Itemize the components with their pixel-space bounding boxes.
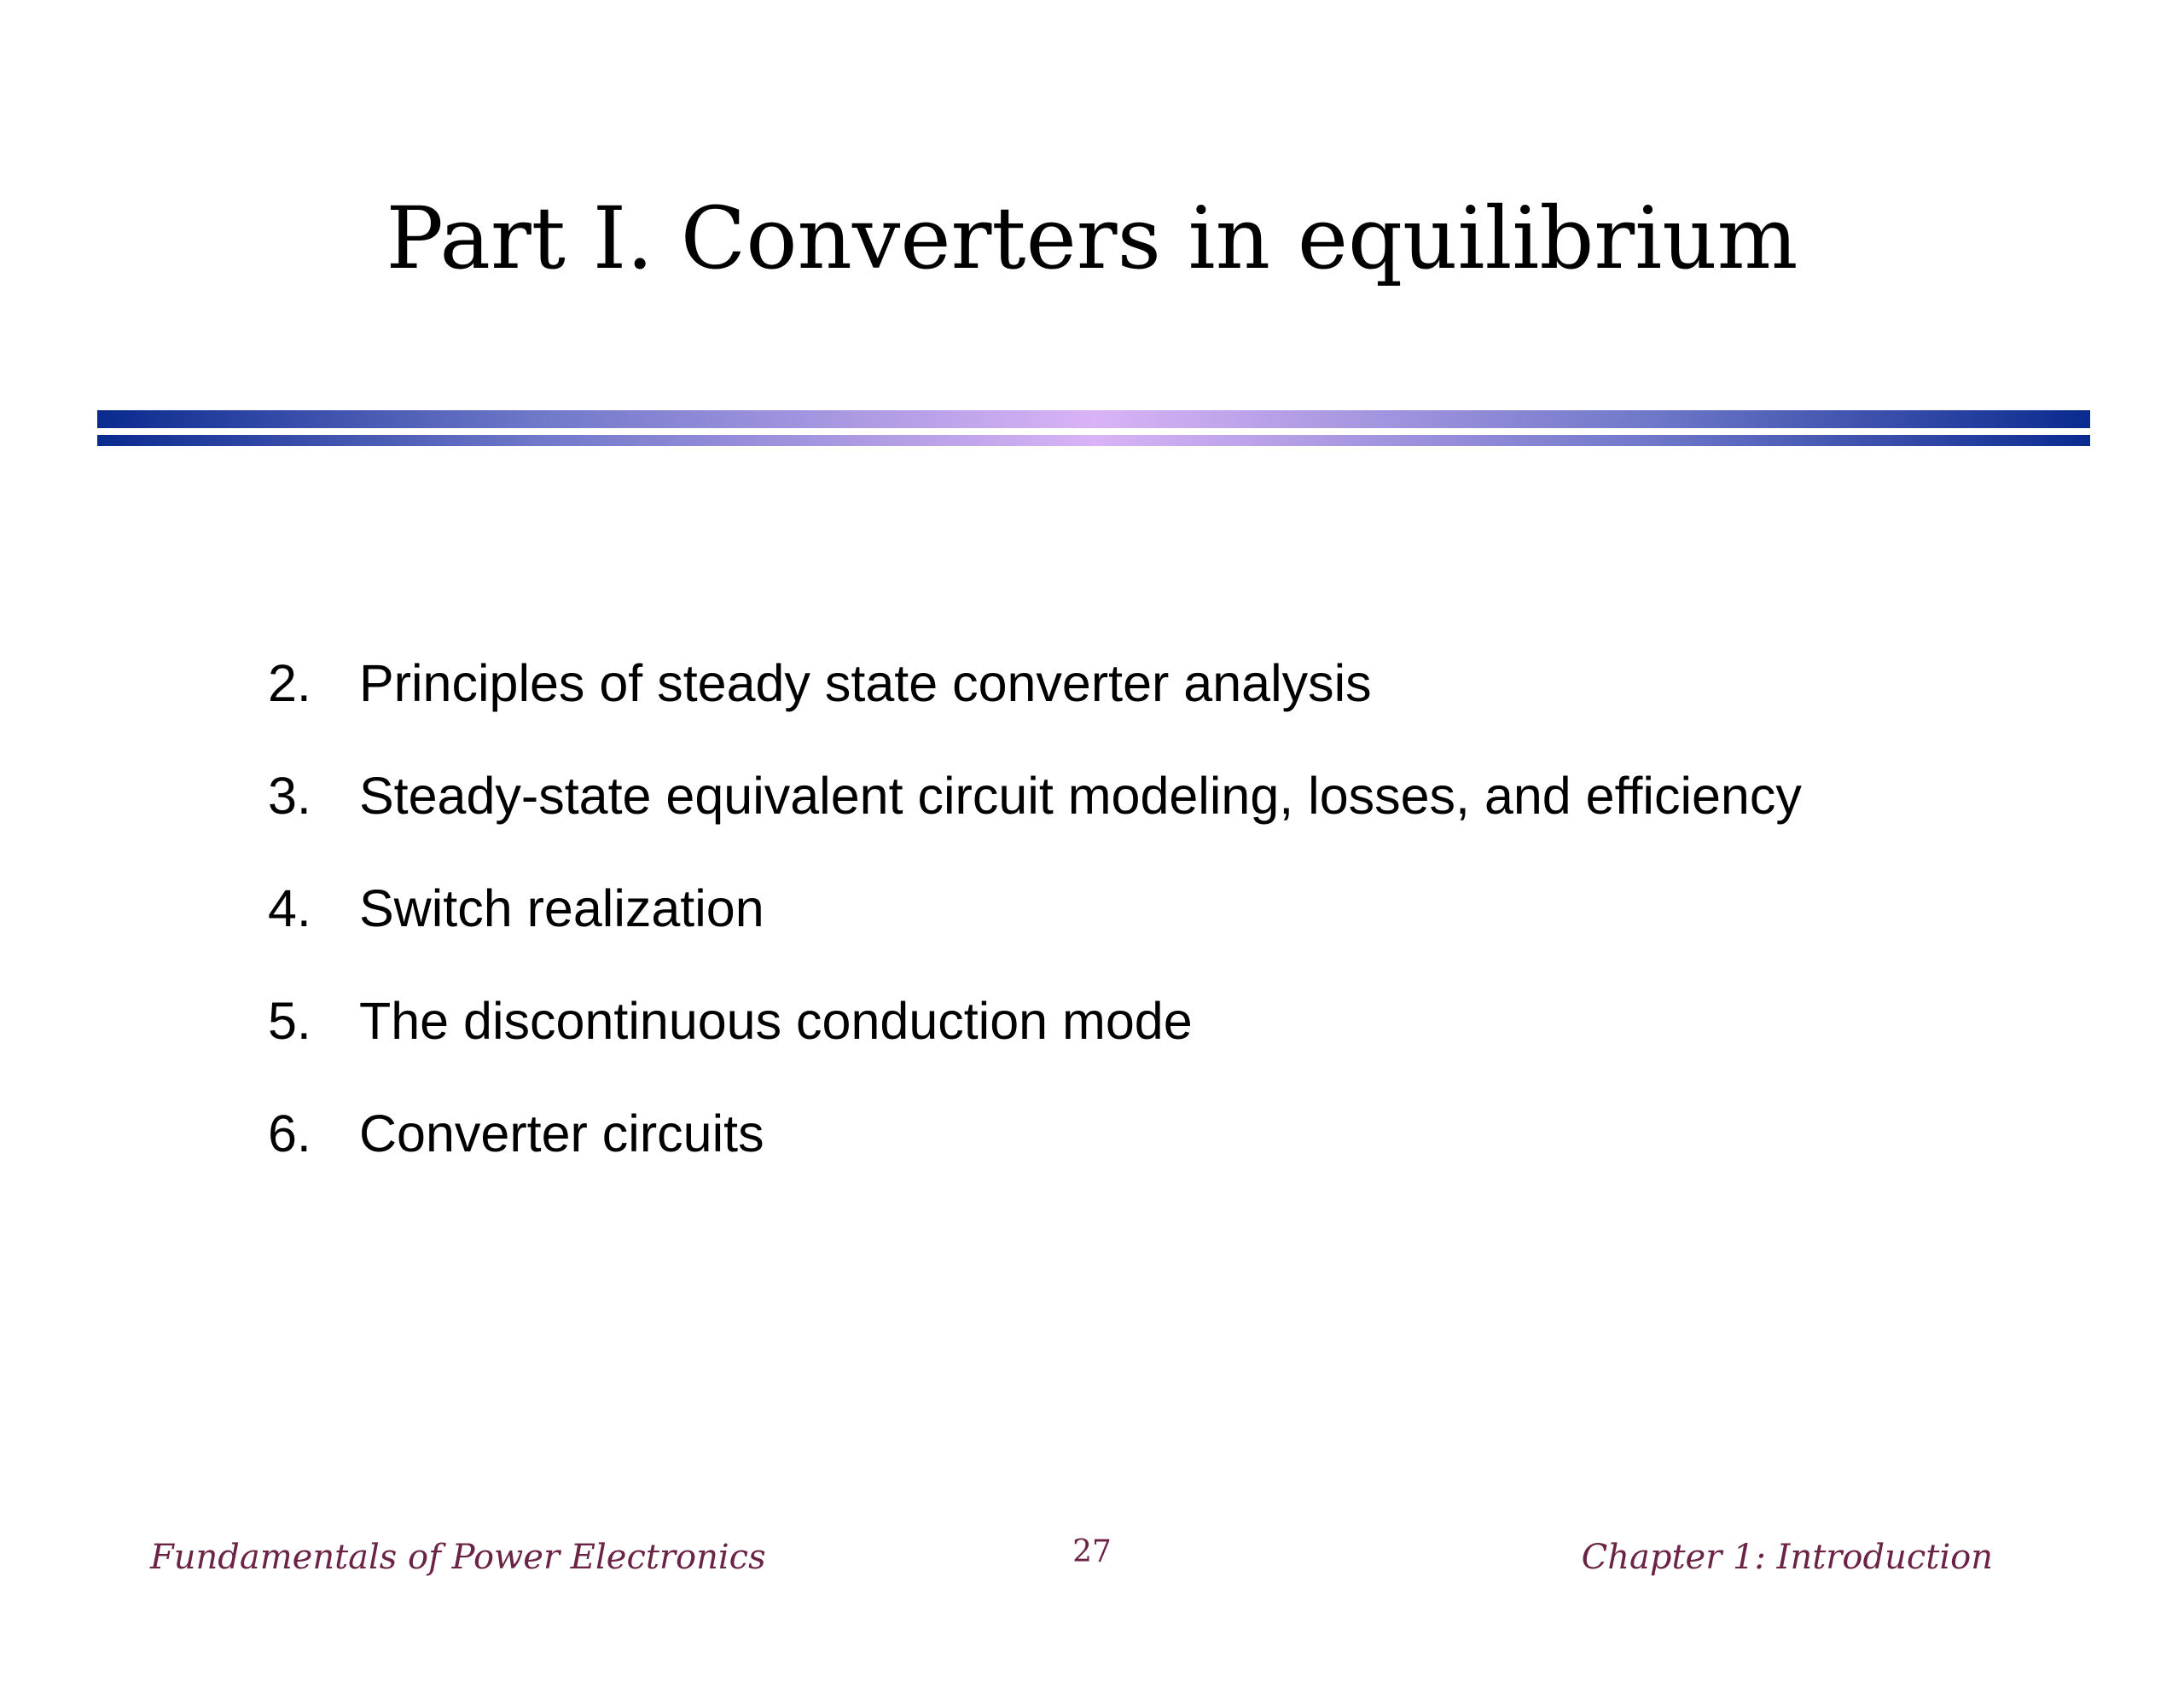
- title-rule-top: [97, 410, 2090, 428]
- list-item-number: 2.: [268, 654, 311, 712]
- list-item-number: 3.: [268, 767, 311, 825]
- list-item-number: 5.: [268, 992, 311, 1050]
- slide-title: Part I. Converters in equilibrium: [386, 188, 1798, 288]
- title-rule-bottom: [97, 435, 2090, 446]
- list-item-text: Converter circuits: [359, 1104, 764, 1162]
- footer-book-title: Fundamentals of Power Electronics: [150, 1538, 766, 1577]
- list-item-number: 6.: [268, 1104, 311, 1162]
- list-item-number: 4.: [268, 879, 311, 937]
- list-item-text: The discontinuous conduction mode: [359, 992, 1193, 1050]
- footer-chapter: Chapter 1: Introduction: [1581, 1538, 1993, 1577]
- list-item-text: Switch realization: [359, 879, 764, 937]
- list-item-text: Steady-state equivalent circuit modeling, losses, and efficiency: [359, 767, 1802, 825]
- footer-page-number: 27: [1072, 1534, 1112, 1569]
- list-item-text: Principles of steady state converter analysis: [359, 654, 1372, 712]
